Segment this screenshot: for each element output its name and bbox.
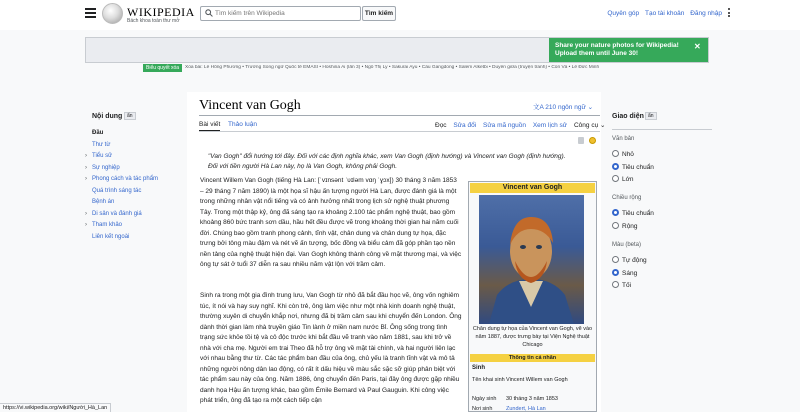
deletion-vote-badge[interactable]: Biểu quyết xóa	[143, 64, 182, 72]
radio-button[interactable]	[612, 256, 619, 263]
radio-label: Rộng	[622, 222, 638, 230]
radio-label: Tối	[622, 282, 632, 290]
infobox-title: Vincent van Gogh	[470, 183, 595, 193]
login-link[interactable]: Đăng nhập	[690, 10, 722, 17]
status-bar-url: https://vi.wikipedia.org/wiki/Người_Hà_Lan	[0, 403, 111, 412]
more-options-icon[interactable]	[728, 8, 732, 18]
toc-item[interactable]	[85, 153, 185, 165]
chevron-right-icon[interactable]: ›	[85, 210, 87, 217]
infobox-row-value: 30 tháng 3 năm 1853	[506, 396, 558, 402]
radio-option[interactable]	[612, 164, 654, 174]
toc-item-label: Thư từ	[92, 141, 111, 148]
tab-talk[interactable]: Thảo luận	[228, 121, 257, 128]
appearance-title: Giao diện	[612, 113, 644, 120]
chevron-right-icon[interactable]: ›	[85, 153, 87, 159]
toc-item-label: Tham khảo	[92, 222, 123, 228]
donate-link[interactable]: Quyên góp	[607, 10, 640, 17]
toc-item-label: Tiểu sử	[92, 153, 113, 159]
toc-item[interactable]	[85, 130, 185, 142]
tabs-divider	[199, 131, 600, 132]
radio-option[interactable]	[612, 151, 634, 161]
translate-icon: 文A	[533, 104, 544, 111]
infobox-row-key: Nơi sinh	[472, 406, 493, 412]
radio-button[interactable]	[612, 281, 619, 288]
tab-history[interactable]: Xem lịch sử	[532, 122, 568, 129]
banner-cta[interactable]	[549, 38, 708, 62]
radio-label: Tiêu chuẩn	[622, 163, 654, 171]
radio-option[interactable]	[612, 210, 654, 220]
toc-item[interactable]	[85, 199, 185, 211]
toc-item-label: Phong cách và tác phẩm	[92, 176, 159, 182]
main-menu-icon[interactable]	[85, 8, 96, 17]
infobox-row-value[interactable]: Zundert, Hà Lan	[506, 406, 546, 412]
radio-label: Tự động	[622, 257, 647, 265]
toc-item[interactable]	[85, 142, 185, 154]
radio-button[interactable]	[612, 209, 619, 216]
view-tabs	[435, 121, 610, 129]
toc-title: Nội dung	[92, 113, 123, 120]
toc-item-label: Quá trình sáng tác	[92, 187, 142, 194]
chevron-right-icon[interactable]: ›	[85, 176, 87, 182]
radio-label: Lớn	[622, 176, 634, 184]
tab-edit-source[interactable]: Sửa mã nguồn	[482, 122, 527, 129]
tab-read[interactable]: Đọc	[435, 122, 447, 132]
toc-item-label: Đầu	[92, 130, 104, 136]
radio-button[interactable]	[612, 150, 619, 157]
namespace-tabs	[199, 121, 263, 128]
personal-tools	[603, 10, 722, 17]
toc-item-label: Liên kết ngoài	[92, 233, 130, 240]
radio-option[interactable]	[612, 282, 631, 292]
toc-item[interactable]	[85, 222, 185, 234]
tab-article[interactable]: Bài viết	[199, 121, 220, 131]
radio-button[interactable]	[612, 163, 619, 170]
wikipedia-wordmark[interactable]: WIKIPEDIA	[127, 5, 195, 19]
toc-item-label: Bệnh án	[92, 199, 115, 205]
self-portrait-image[interactable]	[479, 195, 584, 324]
radio-label: Sáng	[622, 269, 638, 277]
infobox-caption: Chân dung tự họa của Vincent van Gogh, vẽ vào năm 1887, được trưng bày tại Viện Nghệ thuật Chicago	[472, 326, 593, 348]
tab-edit[interactable]: Sửa đổi	[453, 122, 477, 129]
wikipedia-globe-logo[interactable]	[102, 3, 123, 24]
toc-item-label: Sự nghiệp	[92, 164, 120, 171]
toc-hide-button[interactable]: ẩn	[124, 112, 136, 120]
text-size-label: Văn bản	[612, 136, 635, 142]
banner-line-1: Share your nature photos for Wikipedia!	[555, 42, 679, 49]
radio-option[interactable]	[612, 257, 647, 267]
hatnote-line-1[interactable]: "Van Gogh" đổi hướng tới đây. Đối với các định nghĩa khác, xem Van Gogh (định hướng) và Vincent van Gogh (định hướng).	[208, 153, 566, 160]
toc-item[interactable]	[85, 165, 185, 177]
language-count: 210 ngôn ngữ	[545, 104, 586, 111]
chevron-right-icon[interactable]: ›	[85, 164, 87, 171]
toc-item-label: Di sản và đánh giá	[92, 210, 142, 217]
infobox-row	[472, 377, 594, 384]
radio-label: Tiêu chuẩn	[622, 210, 654, 218]
appearance-panel	[612, 113, 712, 120]
radio-label: Nhỏ	[622, 151, 634, 159]
infobox-subheader: Sinh	[472, 365, 485, 371]
language-button[interactable]	[533, 102, 593, 111]
infobox-row	[472, 396, 594, 403]
wikipedia-tagline: Bách khoa toàn thư mở	[127, 18, 180, 24]
chevron-right-icon[interactable]: ›	[85, 222, 87, 228]
create-account-link[interactable]: Tạo tài khoản	[644, 10, 685, 17]
close-icon[interactable]: ✕	[694, 42, 701, 51]
radio-button[interactable]	[612, 222, 619, 229]
page-title: Vincent van Gogh	[199, 98, 301, 113]
tools-label: Công cụ	[573, 122, 599, 129]
toc-item[interactable]	[85, 188, 185, 200]
radio-option[interactable]	[612, 270, 637, 280]
appearance-divider	[612, 129, 712, 130]
search-button[interactable]: Tìm kiếm	[362, 6, 396, 21]
protection-lock-icon[interactable]	[578, 137, 584, 144]
featured-star-icon[interactable]	[589, 137, 596, 144]
infobox-row-key: Tên khai sinh	[472, 377, 505, 383]
toc-item[interactable]	[85, 176, 185, 188]
color-label: Màu (beta)	[612, 242, 642, 248]
appearance-hide-button[interactable]: ẩn	[645, 112, 657, 120]
search-input[interactable]	[215, 7, 359, 20]
radio-option[interactable]	[612, 223, 638, 233]
hatnote	[208, 152, 594, 172]
infobox-row	[472, 406, 594, 412]
toc-item[interactable]	[85, 234, 185, 246]
banner-line-2: Upload them until June 30!	[555, 50, 639, 57]
search-icon	[205, 9, 213, 17]
chevron-down-icon: ⌄	[587, 104, 594, 111]
radio-button[interactable]	[612, 269, 619, 276]
tools-dropdown[interactable]: Công cụ ⌄	[573, 122, 606, 129]
hatnote-line-2[interactable]: Đối với tiền người Hà Lan này, họ là Van Gogh, không phải Gogh.	[208, 163, 398, 170]
deletion-notice-links[interactable]: Xóa bài: Lê Hồng Phương • Trường Song ngữ Quốc tế EMASI • Hoshina Ai (lần 3) • Ngô Thị Ly • Sakurai Ayu • Câu Gangdong • Salem Alketbi • Duyên giữa (truyện tranh) • Con Và • Lê Đức Minh	[185, 65, 600, 70]
title-divider	[199, 115, 600, 116]
infobox-section-header: Thông tin cá nhân	[470, 354, 595, 362]
infobox-row-value: Vincent Willem van Gogh	[506, 377, 568, 383]
radio-button[interactable]	[612, 175, 619, 182]
width-label: Chiều rộng	[612, 195, 642, 201]
lead-paragraph: Vincent Willem Van Gogh (tiếng Hà Lan: [ˈvɪnsənt ˈʋɪləm vɑŋ ˈɣɔx]) 30 tháng 3 năm 1853 – 29 tháng 7 năm 1890) là một họa sĩ hậu ấn tượng người Hà Lan, được đánh giá là một trong những nhân vật nổi tiếng và có ảnh hưởng nhất trong lịch sử nghệ thuật phương Tây. Trong một thập kỷ, ông đã sáng tạo ra khoảng 2.100 tác phẩm nghệ thuật, bao gồm khoảng 860 bức tranh sơn dầu, hầu hết đều được vẽ trong khoảng thời gian hai năm cuối đời. Chúng bao gồm tranh phong cảnh, tĩnh vật, chân dung và chân dung tự họa, đặc trưng bởi tông màu đậm và nét vẽ ấn tượng, bốc đồng và biểu cảm đã góp phần tạo nền nền tảng của nghệ thuật hiện đại. Van Gogh không thành công về mặt thương mại, và việc ông tự sát ở tuổi 37 diễn ra sau nhiều năm vật lộn với trầm cảm.	[200, 177, 462, 268]
table-of-contents	[85, 113, 185, 245]
toc-item[interactable]	[85, 211, 185, 223]
radio-option[interactable]	[612, 176, 634, 186]
infobox-row-key: Ngày sinh	[472, 396, 497, 402]
toc-list	[85, 130, 185, 245]
second-paragraph: Sinh ra trong một gia đình trung lưu, Van Gogh từ nhỏ đã bắt đầu học vẽ, ông vốn nghiêm túc, ít nói và hay suy nghĩ. Khi còn trẻ, ông làm việc như một nhà kinh doanh nghệ thuật, thường xuyên di chuyển khắp nơi, nhưng đã bị trầm cảm sau khi chuyển đến London. Ông dành thời gian làm nhà truyền giáo Tin lành ở miền nam nước Bỉ. Ông sống trong tình trạng sức khỏe tồi tệ và cô độc trước khi bắt đầu vẽ tranh vào năm 1881, sau khi trở về nhà với cha mẹ. Người em trai Theo đã hỗ trợ ông về mặt tài chính, và hai người liên lạc với nhau bằng thư từ. Các tác phẩm ban đầu của ông, chủ yếu là tranh tĩnh vật và mô tả những người nông dân lao động, có rất ít dấu hiệu về màu sắc sặc sỡ giúp phân biệt với tác phẩm sau này của ông. Năm 1886, ông chuyển đến Paris, tại đây ông được gặp nhiều danh họa Hậu ấn tượng khác, bao gồm Émile Bernard và Paul Gauguin. Khi công việc phát triển, ông đã tạo ra một cách tiếp cận	[200, 292, 462, 404]
